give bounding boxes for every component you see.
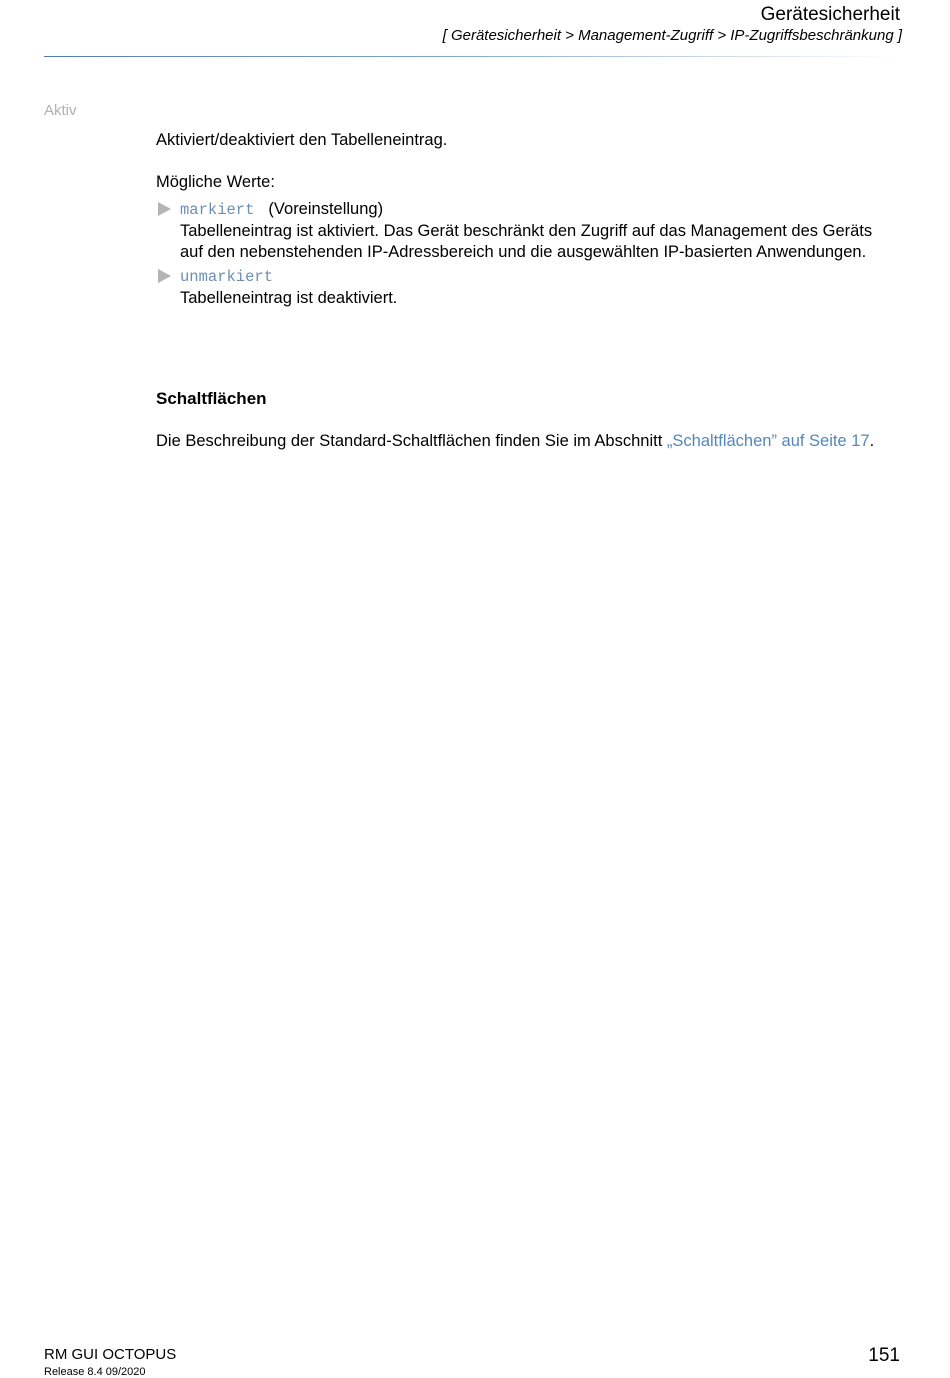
buttons-description-end: . bbox=[869, 432, 875, 450]
value-unmarkiert: unmarkiert bbox=[180, 268, 274, 286]
parameter-description: Aktiviert/deaktiviert den Tabelleneintrag. bbox=[156, 131, 448, 149]
value-description-line: auf den nebenstehenden IP-Adressbereich und die ausgewählten IP-basierten Anwendungen. bbox=[180, 243, 867, 261]
possible-values-heading: Mögliche Werte: bbox=[156, 173, 275, 191]
footer-product: RM GUI OCTOPUS bbox=[44, 1346, 177, 1363]
value-description-line: Tabelleneintrag ist deaktiviert. bbox=[180, 289, 398, 307]
triangle-right-icon bbox=[158, 202, 171, 216]
page-number: 151 bbox=[868, 1345, 900, 1366]
triangle-right-icon bbox=[158, 269, 171, 283]
breadcrumb: [ Gerätesicherheit > Management-Zugriff > IP-Zugriffsbeschränkung ] bbox=[442, 27, 902, 44]
schaltflaechen-page-link[interactable]: „Schaltflächen” auf Seite 17 bbox=[666, 432, 870, 450]
section-heading-schaltflaechen: Schaltflächen bbox=[156, 389, 267, 408]
buttons-description bbox=[156, 432, 874, 451]
value-description-line: Tabelleneintrag ist aktiviert. Das Gerät beschränkt den Zugriff auf das Management des Geräts bbox=[180, 222, 873, 240]
chapter-title: Gerätesicherheit bbox=[760, 4, 900, 25]
value-markiert: markiert bbox=[180, 201, 255, 219]
footer-release: Release 8.4 09/2020 bbox=[44, 1366, 146, 1378]
header-divider bbox=[44, 56, 900, 57]
default-note: (Voreinstellung) bbox=[268, 200, 384, 218]
parameter-name: Aktiv bbox=[44, 102, 77, 119]
buttons-description-text: Die Beschreibung der Standard-Schaltflächen finden Sie im Abschnitt bbox=[156, 432, 667, 450]
